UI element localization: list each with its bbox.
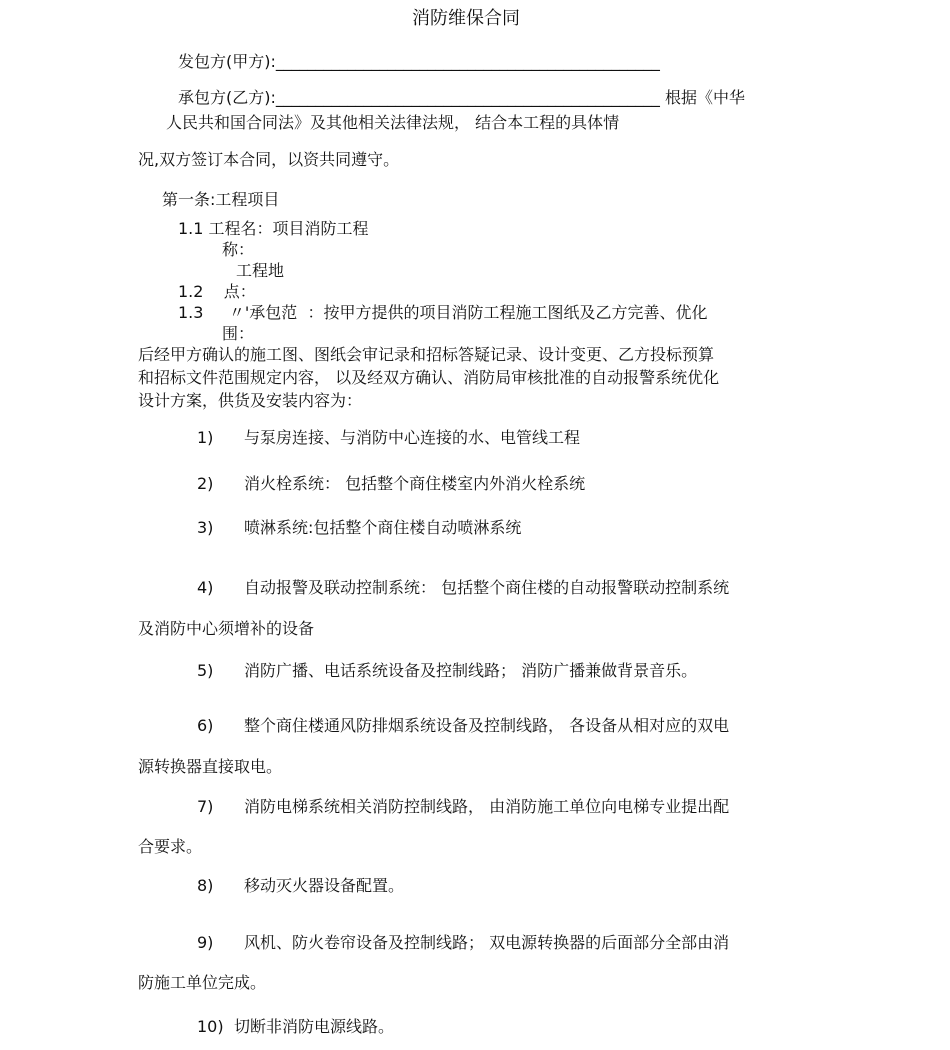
- scope-line-1: 后经甲方确认的施工图、图纸会审记录和招标答疑记录、设计变更、乙方投标预算: [138, 345, 715, 364]
- list-item-text: 消防电梯系统相关消防控制线路， 由消防施工单位向电梯专业提出配: [244, 797, 730, 816]
- item-1-1-continuation: 称：: [222, 240, 255, 259]
- item-1-2-label: 工程地: [236, 261, 285, 280]
- list-item-number: 7): [197, 797, 214, 816]
- list-item-continuation: 合要求。: [138, 837, 203, 856]
- list-item-number: 10): [197, 1017, 224, 1036]
- list-item-text: 切断非消防电源线路。: [234, 1017, 395, 1036]
- article-1-heading: 第一条:工程项目: [162, 190, 280, 209]
- item-1-2: 1.2 点：: [178, 282, 256, 301]
- list-item-number: 5): [197, 661, 214, 680]
- document-title: 消防维保合同: [412, 8, 520, 29]
- list-item-number: 1): [197, 428, 214, 447]
- list-item-continuation: 及消防中心须增补的设备: [138, 619, 315, 638]
- list-item-number: 2): [197, 474, 214, 493]
- list-item-number: 9): [197, 933, 214, 952]
- list-item-text: 风机、防火卷帘设备及控制线路； 双电源转换器的后面部分全部由消: [244, 933, 730, 952]
- list-item-text: 消防广播、电话系统设备及控制线路； 消防广播兼做背景音乐。: [244, 661, 698, 680]
- list-item-text: 消火栓系统： 包括整个商住楼室内外消火栓系统: [244, 474, 586, 493]
- item-1-1: 1.1 工程名：项目消防工程: [178, 219, 369, 238]
- item-1-3: 1.3 〃'承包范 ：按甲方提供的项目消防工程施工图纸及乙方完善、优化: [178, 303, 708, 322]
- list-item-text: 自动报警及联动控制系统： 包括整个商住楼的自动报警联动控制系统: [244, 578, 730, 597]
- party-b-line: 承包方(乙方):________________________________________________ 根据《中华: [178, 88, 745, 107]
- list-item-text: 移动灭火器设备配置。: [244, 876, 405, 895]
- intro-line-2: 人民共和国合同法》及其他相关法律法规， 结合本工程的具体情: [166, 113, 620, 132]
- list-item-number: 6): [197, 716, 214, 735]
- list-item-number: 8): [197, 876, 214, 895]
- party-a-line: 发包方(甲方):________________________________________________: [178, 52, 660, 71]
- list-item-text: 喷淋系统:包括整个商住楼自动喷淋系统: [244, 518, 522, 537]
- list-item-text: 整个商住楼通风防排烟系统设备及控制线路， 各设备从相对应的双电: [244, 716, 730, 735]
- list-item-number: 4): [197, 578, 214, 597]
- scope-line-2: 和招标文件范围规定内容， 以及经双方确认、消防局审核批准的自动报警系统优化: [138, 368, 720, 387]
- intro-line-3: 况,双方签订本合同，以资共同遵守。: [138, 150, 400, 169]
- list-item-continuation: 源转换器直接取电。: [138, 757, 283, 776]
- item-1-3-continuation: 围：: [222, 324, 255, 343]
- scope-line-3: 设计方案，供货及安装内容为：: [138, 391, 363, 410]
- list-item-text: 与泵房连接、与消防中心连接的水、电管线工程: [244, 428, 581, 447]
- list-item-number: 3): [197, 518, 214, 537]
- list-item-continuation: 防施工单位完成。: [138, 973, 267, 992]
